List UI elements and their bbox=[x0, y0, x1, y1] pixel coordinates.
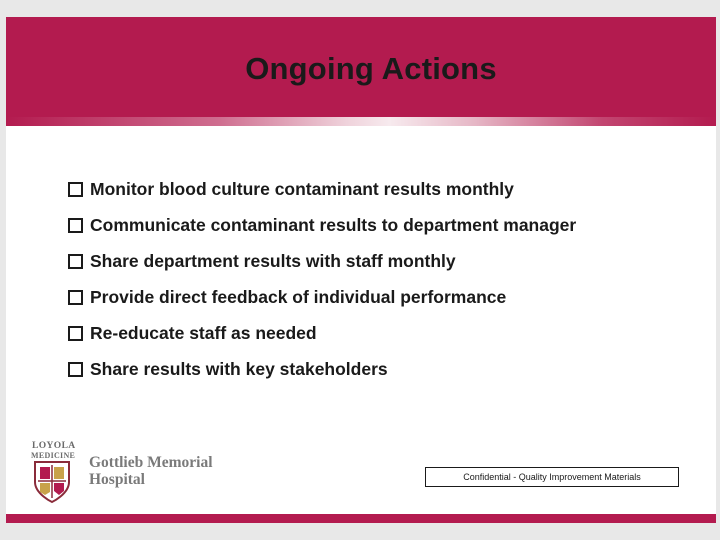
hollow-square-icon bbox=[68, 362, 83, 377]
bullet-list bbox=[68, 171, 576, 387]
hospital-name-line2: Hospital bbox=[89, 471, 145, 488]
hollow-square-icon bbox=[68, 182, 83, 197]
bullet-item bbox=[68, 315, 576, 351]
bullet-text: Share department results with staff monthly bbox=[90, 250, 456, 271]
loyola-medicine-logo bbox=[31, 440, 76, 504]
bullet-item bbox=[68, 171, 576, 207]
logo-loyola-text: LOYOLA bbox=[32, 441, 76, 451]
hospital-logo bbox=[31, 440, 221, 504]
hollow-square-icon bbox=[68, 254, 83, 269]
header-band bbox=[6, 17, 716, 119]
bullet-text: Provide direct feedback of individual performance bbox=[90, 286, 507, 307]
slide-title: Ongoing Actions bbox=[245, 51, 497, 86]
hollow-square-icon bbox=[68, 326, 83, 341]
bullet-text: Monitor blood culture contaminant results monthly bbox=[90, 178, 514, 199]
footer-band bbox=[6, 514, 716, 523]
bullet-item bbox=[68, 351, 576, 387]
slide bbox=[6, 17, 716, 523]
shield-icon bbox=[31, 460, 73, 504]
logo-medicine-text: MEDICINE bbox=[31, 451, 76, 460]
hollow-square-icon bbox=[68, 218, 83, 233]
confidential-label: Confidential - Quality Improvement Materials bbox=[425, 467, 679, 487]
header-gradient-divider bbox=[6, 117, 716, 126]
bullet-text: Communicate contaminant results to department manager bbox=[90, 214, 577, 235]
bullet-item bbox=[68, 207, 576, 243]
hospital-name-line1: Gottlieb Memorial bbox=[89, 454, 213, 471]
bullet-item bbox=[68, 243, 576, 279]
bullet-text: Share results with key stakeholders bbox=[90, 358, 388, 379]
hospital-name bbox=[89, 454, 213, 488]
bullet-text: Re-educate staff as needed bbox=[90, 322, 317, 343]
hollow-square-icon bbox=[68, 290, 83, 305]
bullet-item bbox=[68, 279, 576, 315]
